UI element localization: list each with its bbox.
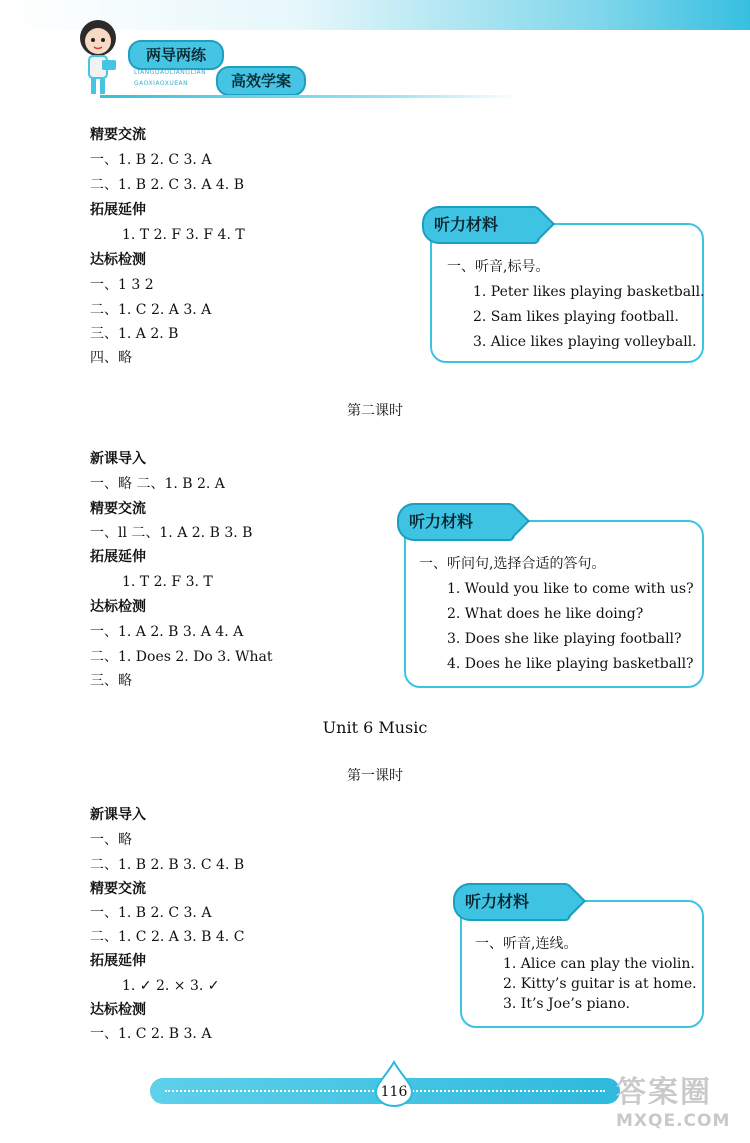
answer-line: 一、略 二、1. B 2. A xyxy=(90,476,225,492)
answer-line: 三、1. A 2. B xyxy=(90,326,179,342)
header-rule xyxy=(100,95,520,98)
answer-line: 一、1. A 2. B 3. A 4. A xyxy=(90,624,244,640)
series-pinyin-2: GAOXIAOXUEAN xyxy=(134,80,189,87)
listening-tag-2 xyxy=(397,503,515,541)
answer-line: 三、略 xyxy=(90,673,132,689)
section-heading: 拓展延伸 xyxy=(90,202,146,218)
answer-line: 一、1. B 2. C 3. A xyxy=(90,152,212,168)
listening-item: 3. Alice likes playing volleyball. xyxy=(473,334,697,350)
answer-line: 一、1. C 2. B 3. A xyxy=(90,1026,212,1042)
listening-tag-label: 听力材料 xyxy=(465,892,530,911)
answer-line: 四、略 xyxy=(90,350,132,366)
unit-title: Unit 6 Music xyxy=(322,718,428,737)
answer-line: 1. T 2. F 3. F 4. T xyxy=(122,227,245,243)
series-title: 两导两练 xyxy=(128,40,224,70)
watermark-url: MXQE.COM xyxy=(616,1111,731,1131)
listening-tag-label: 听力材料 xyxy=(434,215,499,234)
listening-item: 1. Would you like to come with us? xyxy=(447,581,694,597)
section-heading: 达标检测 xyxy=(90,1002,146,1018)
lesson-title: 第一课时 xyxy=(347,768,403,784)
listening-tag-1 xyxy=(422,206,540,244)
listening-item: 3. It’s Joe’s piano. xyxy=(503,996,630,1012)
listening-tag-label: 听力材料 xyxy=(409,512,474,531)
answer-line: 1. T 2. F 3. T xyxy=(122,574,213,590)
listening-item: 2. What does he like doing? xyxy=(447,606,644,622)
watermark-title: 答案圈 xyxy=(616,1075,712,1110)
listening-item: 1. Alice can play the violin. xyxy=(503,956,695,972)
answer-line: 二、1. C 2. A 3. A xyxy=(90,302,212,318)
answer-line: 二、1. B 2. C 3. A 4. B xyxy=(90,177,244,193)
series-pinyin-1: LIANGDAOLIANGLIAN xyxy=(134,69,207,76)
answer-line: 1. ✓ 2. × 3. ✓ xyxy=(122,978,220,994)
section-heading: 达标检测 xyxy=(90,599,146,615)
answer-line: 二、1. B 2. B 3. C 4. B xyxy=(90,857,245,873)
listening-heading: 一、听音,标号。 xyxy=(447,259,550,275)
listening-heading: 一、听音,连线。 xyxy=(475,936,578,952)
book-title: 高效学案 xyxy=(216,66,306,96)
answer-line: 一、略 xyxy=(90,832,132,848)
section-heading: 精要交流 xyxy=(90,501,146,517)
section-heading: 拓展延伸 xyxy=(90,953,146,969)
section-heading: 达标检测 xyxy=(90,252,146,268)
section-heading: 新课导入 xyxy=(90,451,146,467)
listening-item: 1. Peter likes playing basketball. xyxy=(473,284,705,300)
listening-item: 2. Sam likes playing football. xyxy=(473,309,679,325)
listening-heading: 一、听问句,选择合适的答句。 xyxy=(419,556,606,572)
lesson-title: 第二课时 xyxy=(347,403,403,419)
answer-line: 一、1 3 2 xyxy=(90,277,154,293)
listening-item: 2. Kitty’s guitar is at home. xyxy=(503,976,697,992)
listening-tag-3 xyxy=(453,883,571,921)
answer-line: 一、ll 二、1. A 2. B 3. B xyxy=(90,525,253,541)
answer-line: 二、1. C 2. A 3. B 4. C xyxy=(90,929,245,945)
listening-item: 3. Does she like playing football? xyxy=(447,631,682,647)
answer-line: 二、1. Does 2. Do 3. What xyxy=(90,649,273,665)
section-heading: 精要交流 xyxy=(90,881,146,897)
mascot-illustration xyxy=(74,16,126,100)
page-number: 116 xyxy=(380,1084,408,1100)
listening-item: 4. Does he like playing basketball? xyxy=(447,656,694,672)
section-heading: 精要交流 xyxy=(90,127,146,143)
section-heading: 拓展延伸 xyxy=(90,549,146,565)
section-heading: 新课导入 xyxy=(90,807,146,823)
watermark xyxy=(616,1076,746,1138)
answer-line: 一、1. B 2. C 3. A xyxy=(90,905,212,921)
